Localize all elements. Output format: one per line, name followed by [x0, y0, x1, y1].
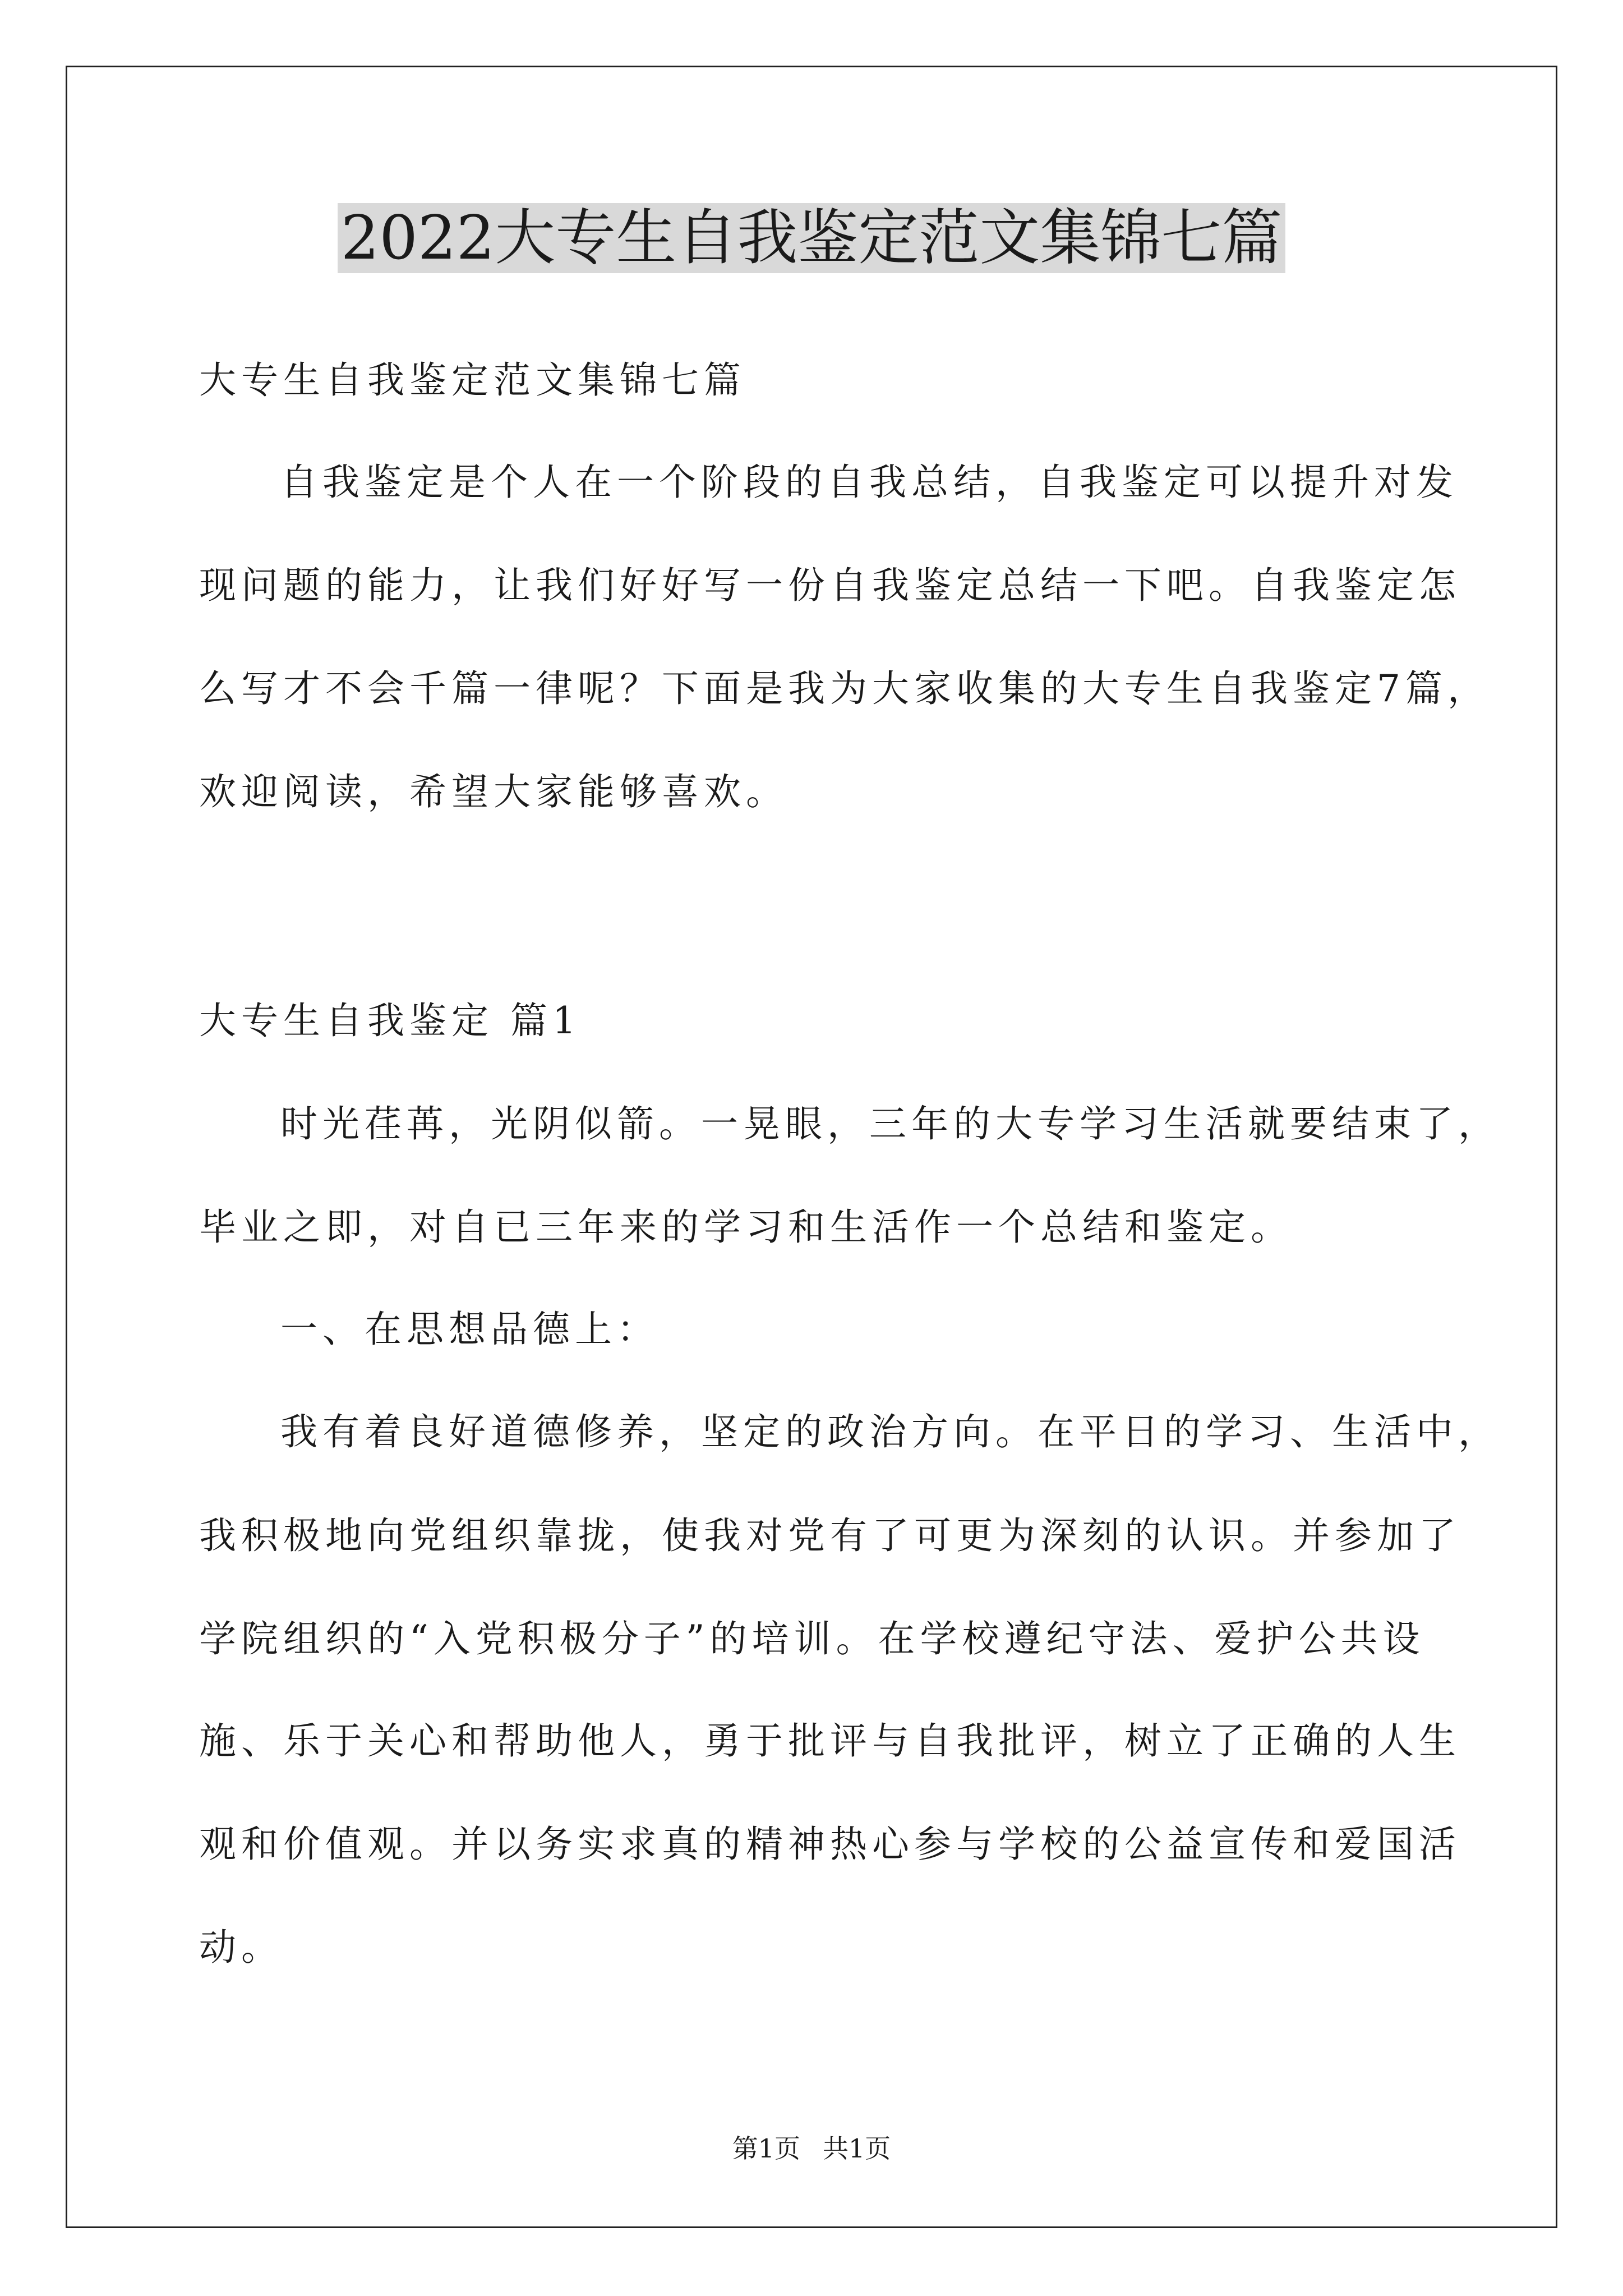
document-title [0, 199, 1623, 278]
sub-heading: 一、在思想品德上： [280, 1308, 659, 1351]
document-subtitle: 大专生自我鉴定范文集锦七篇 [199, 358, 746, 402]
paragraph-line: 施、乐于关心和帮助他人，勇于批评与自我批评，树立了正确的人生 [199, 1719, 1461, 1763]
paragraph-line: 毕业之即，对自已三年来的学习和生活作一个总结和鉴定。 [199, 1205, 1293, 1249]
section-heading: 大专生自我鉴定 篇1 [199, 999, 581, 1042]
paragraph-line: 动。 [199, 1926, 283, 1969]
paragraph-line: 观和价值观。并以务实求真的精神热心参与学校的公益宣传和爱国活 [199, 1823, 1461, 1866]
page-total: 共1页 [823, 2133, 891, 2164]
paragraph-line: 我有着良好道德修养，坚定的政治方向。在平日的学习、生活中， [280, 1410, 1500, 1453]
intro-line: 现问题的能力，让我们好好写一份自我鉴定总结一下吧。自我鉴定怎 [199, 564, 1461, 607]
intro-line: 欢迎阅读，希望大家能够喜欢。 [199, 770, 788, 813]
paragraph-line: 我积极地向党组织靠拢，使我对党有了可更为深刻的认识。并参加了 [199, 1514, 1461, 1557]
intro-line: 么写才不会千篇一律呢？下面是我为大家收集的大专生自我鉴定7篇， [199, 667, 1490, 710]
paragraph-line: 学院组织的“入党积极分子”的培训。在学校遵纪守法、爱护公共设 [199, 1617, 1425, 1660]
page-number: 第1页 [732, 2133, 800, 2164]
intro-line: 自我鉴定是个人在一个阶段的自我总结，自我鉴定可以提升对发 [280, 461, 1458, 504]
paragraph-line: 时光荏苒，光阴似箭。一晃眼，三年的大专学习生活就要结束了， [280, 1102, 1500, 1145]
page-footer [0, 2132, 1623, 2165]
document-title-text: 2022大专生自我鉴定范文集锦七篇 [338, 203, 1286, 273]
